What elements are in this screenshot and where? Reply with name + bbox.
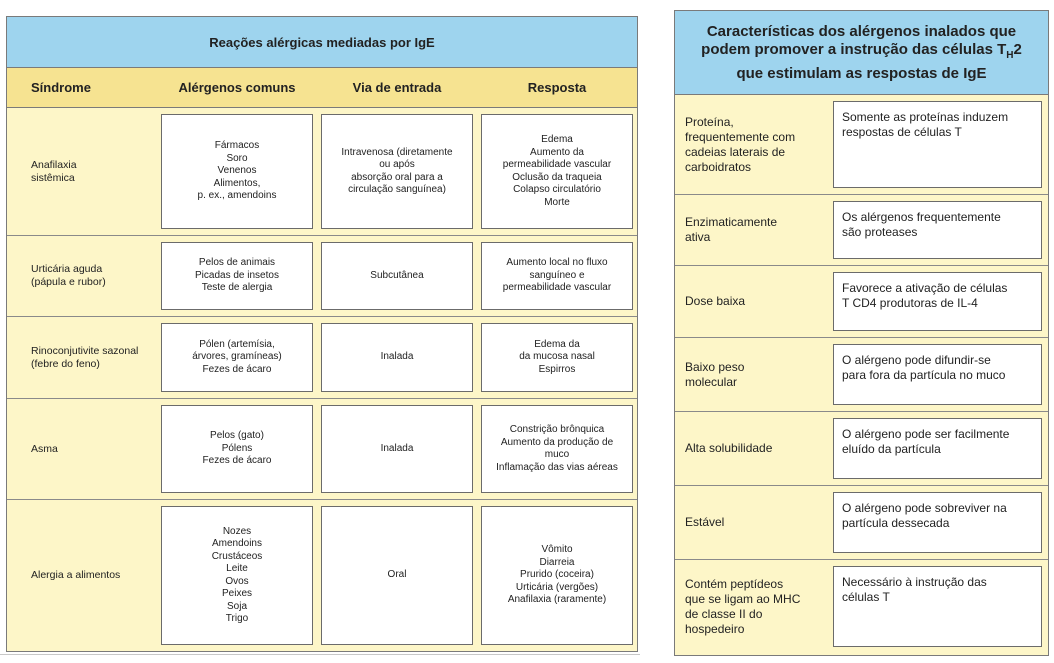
syndrome-cell: Urticária aguda (pápula e rubor) bbox=[31, 263, 106, 288]
table-row bbox=[675, 195, 1048, 266]
syndrome-cell: Alergia a alimentos bbox=[31, 569, 121, 581]
allergens-box: Pelos de animais Picadas de insetos Teste de alergia bbox=[161, 242, 313, 310]
feature-cell: Dose baixa bbox=[685, 294, 746, 308]
features-table-title bbox=[675, 11, 1048, 95]
title-line-1: Características dos alérgenos inalados que bbox=[706, 22, 1017, 40]
feature-cell: Proteína, frequentemente com cadeias laterais de carboidratos bbox=[685, 114, 796, 174]
allergens-box: Fármacos Soro Venenos Alimentos, p. ex., amendoins bbox=[161, 114, 313, 229]
syndrome-cell: Rinoconjutivite sazonal (febre do feno) bbox=[31, 344, 139, 370]
ige-reactions-table bbox=[6, 16, 638, 652]
title-line-2: podem promover a instrução das células T bbox=[701, 40, 1007, 58]
description-box: O alérgeno pode difundir-se para fora da partícula no muco bbox=[833, 344, 1042, 405]
description-box: Somente as proteínas induzem respostas de células T bbox=[833, 101, 1042, 188]
table-row bbox=[675, 338, 1048, 412]
feature-cell: Baixo peso molecular bbox=[685, 359, 745, 389]
ige-table-title: Reações alérgicas mediadas por IgE bbox=[7, 17, 637, 68]
inhaled-allergen-features-table bbox=[674, 10, 1049, 656]
allergens-box: Pelos (gato) Pólens Fezes de ácaro bbox=[161, 405, 313, 493]
route-box: Inalada bbox=[321, 405, 473, 493]
table-row bbox=[7, 108, 637, 236]
table-row bbox=[7, 399, 637, 500]
header-response: Resposta bbox=[527, 80, 587, 95]
table-row bbox=[7, 317, 637, 399]
route-box: Subcutânea bbox=[321, 242, 473, 310]
response-box: Aumento local no fluxo sanguíneo e permeabilidade vascular bbox=[481, 242, 633, 310]
response-box: Edema Aumento da permeabilidade vascular Oclusão da traqueia Colapso circulatório Morte bbox=[481, 114, 633, 229]
header-route: Via de entrada bbox=[352, 80, 442, 95]
description-box: Favorece a ativação de células T CD4 produtoras de IL-4 bbox=[833, 272, 1042, 331]
description-box: Os alérgenos frequentemente são proteases bbox=[833, 201, 1042, 259]
description-box: Necessário à instrução das células T bbox=[833, 566, 1042, 647]
description-box: O alérgeno pode sobreviver na partícula dessecada bbox=[833, 492, 1042, 553]
syndrome-cell: Asma bbox=[31, 442, 58, 455]
title-line-3: que estimulam as respostas de IgE bbox=[736, 64, 987, 82]
route-box: Inalada bbox=[321, 323, 473, 392]
table-row bbox=[675, 486, 1048, 560]
feature-cell: Alta solubilidade bbox=[685, 441, 773, 455]
bottom-divider bbox=[0, 654, 640, 655]
route-box: Intravenosa (diretamente ou após absorção oral para a circulação sanguínea) bbox=[321, 114, 473, 229]
syndrome-cell: Anafilaxia sistêmica bbox=[31, 158, 77, 184]
table-row bbox=[7, 500, 637, 651]
header-allergens: Alérgenos comuns bbox=[178, 80, 296, 95]
feature-cell: Estável bbox=[685, 515, 725, 529]
route-box: Oral bbox=[321, 506, 473, 645]
header-syndrome: Síndrome bbox=[31, 80, 91, 95]
title-subscript: H bbox=[1006, 49, 1014, 61]
feature-cell: Enzimaticamente ativa bbox=[685, 215, 778, 244]
ige-table-header-row bbox=[7, 68, 637, 108]
table-row bbox=[675, 266, 1048, 338]
response-box: Constrição brônquica Aumento da produção de muco Inflamação das vias aéreas bbox=[481, 405, 633, 493]
allergens-box: Nozes Amendoins Crustáceos Leite Ovos Peixes Soja Trigo bbox=[161, 506, 313, 645]
feature-cell: Contém peptídeos que se ligam ao MHC de classe II do hospedeiro bbox=[685, 576, 801, 636]
response-box: Vômito Diarreia Prurido (coceira) Urticária (vergões) Anafilaxia (raramente) bbox=[481, 506, 633, 645]
table-row bbox=[675, 560, 1048, 653]
title-line-2-suffix: 2 bbox=[1013, 40, 1022, 58]
table-row bbox=[7, 236, 637, 317]
response-box: Edema da da mucosa nasal Espirros bbox=[481, 323, 633, 392]
allergens-box: Pólen (artemísia, árvores, gramíneas) Fezes de ácaro bbox=[161, 323, 313, 392]
table-row bbox=[675, 412, 1048, 486]
description-box: O alérgeno pode ser facilmente eluído da partícula bbox=[833, 418, 1042, 479]
table-row bbox=[675, 95, 1048, 195]
